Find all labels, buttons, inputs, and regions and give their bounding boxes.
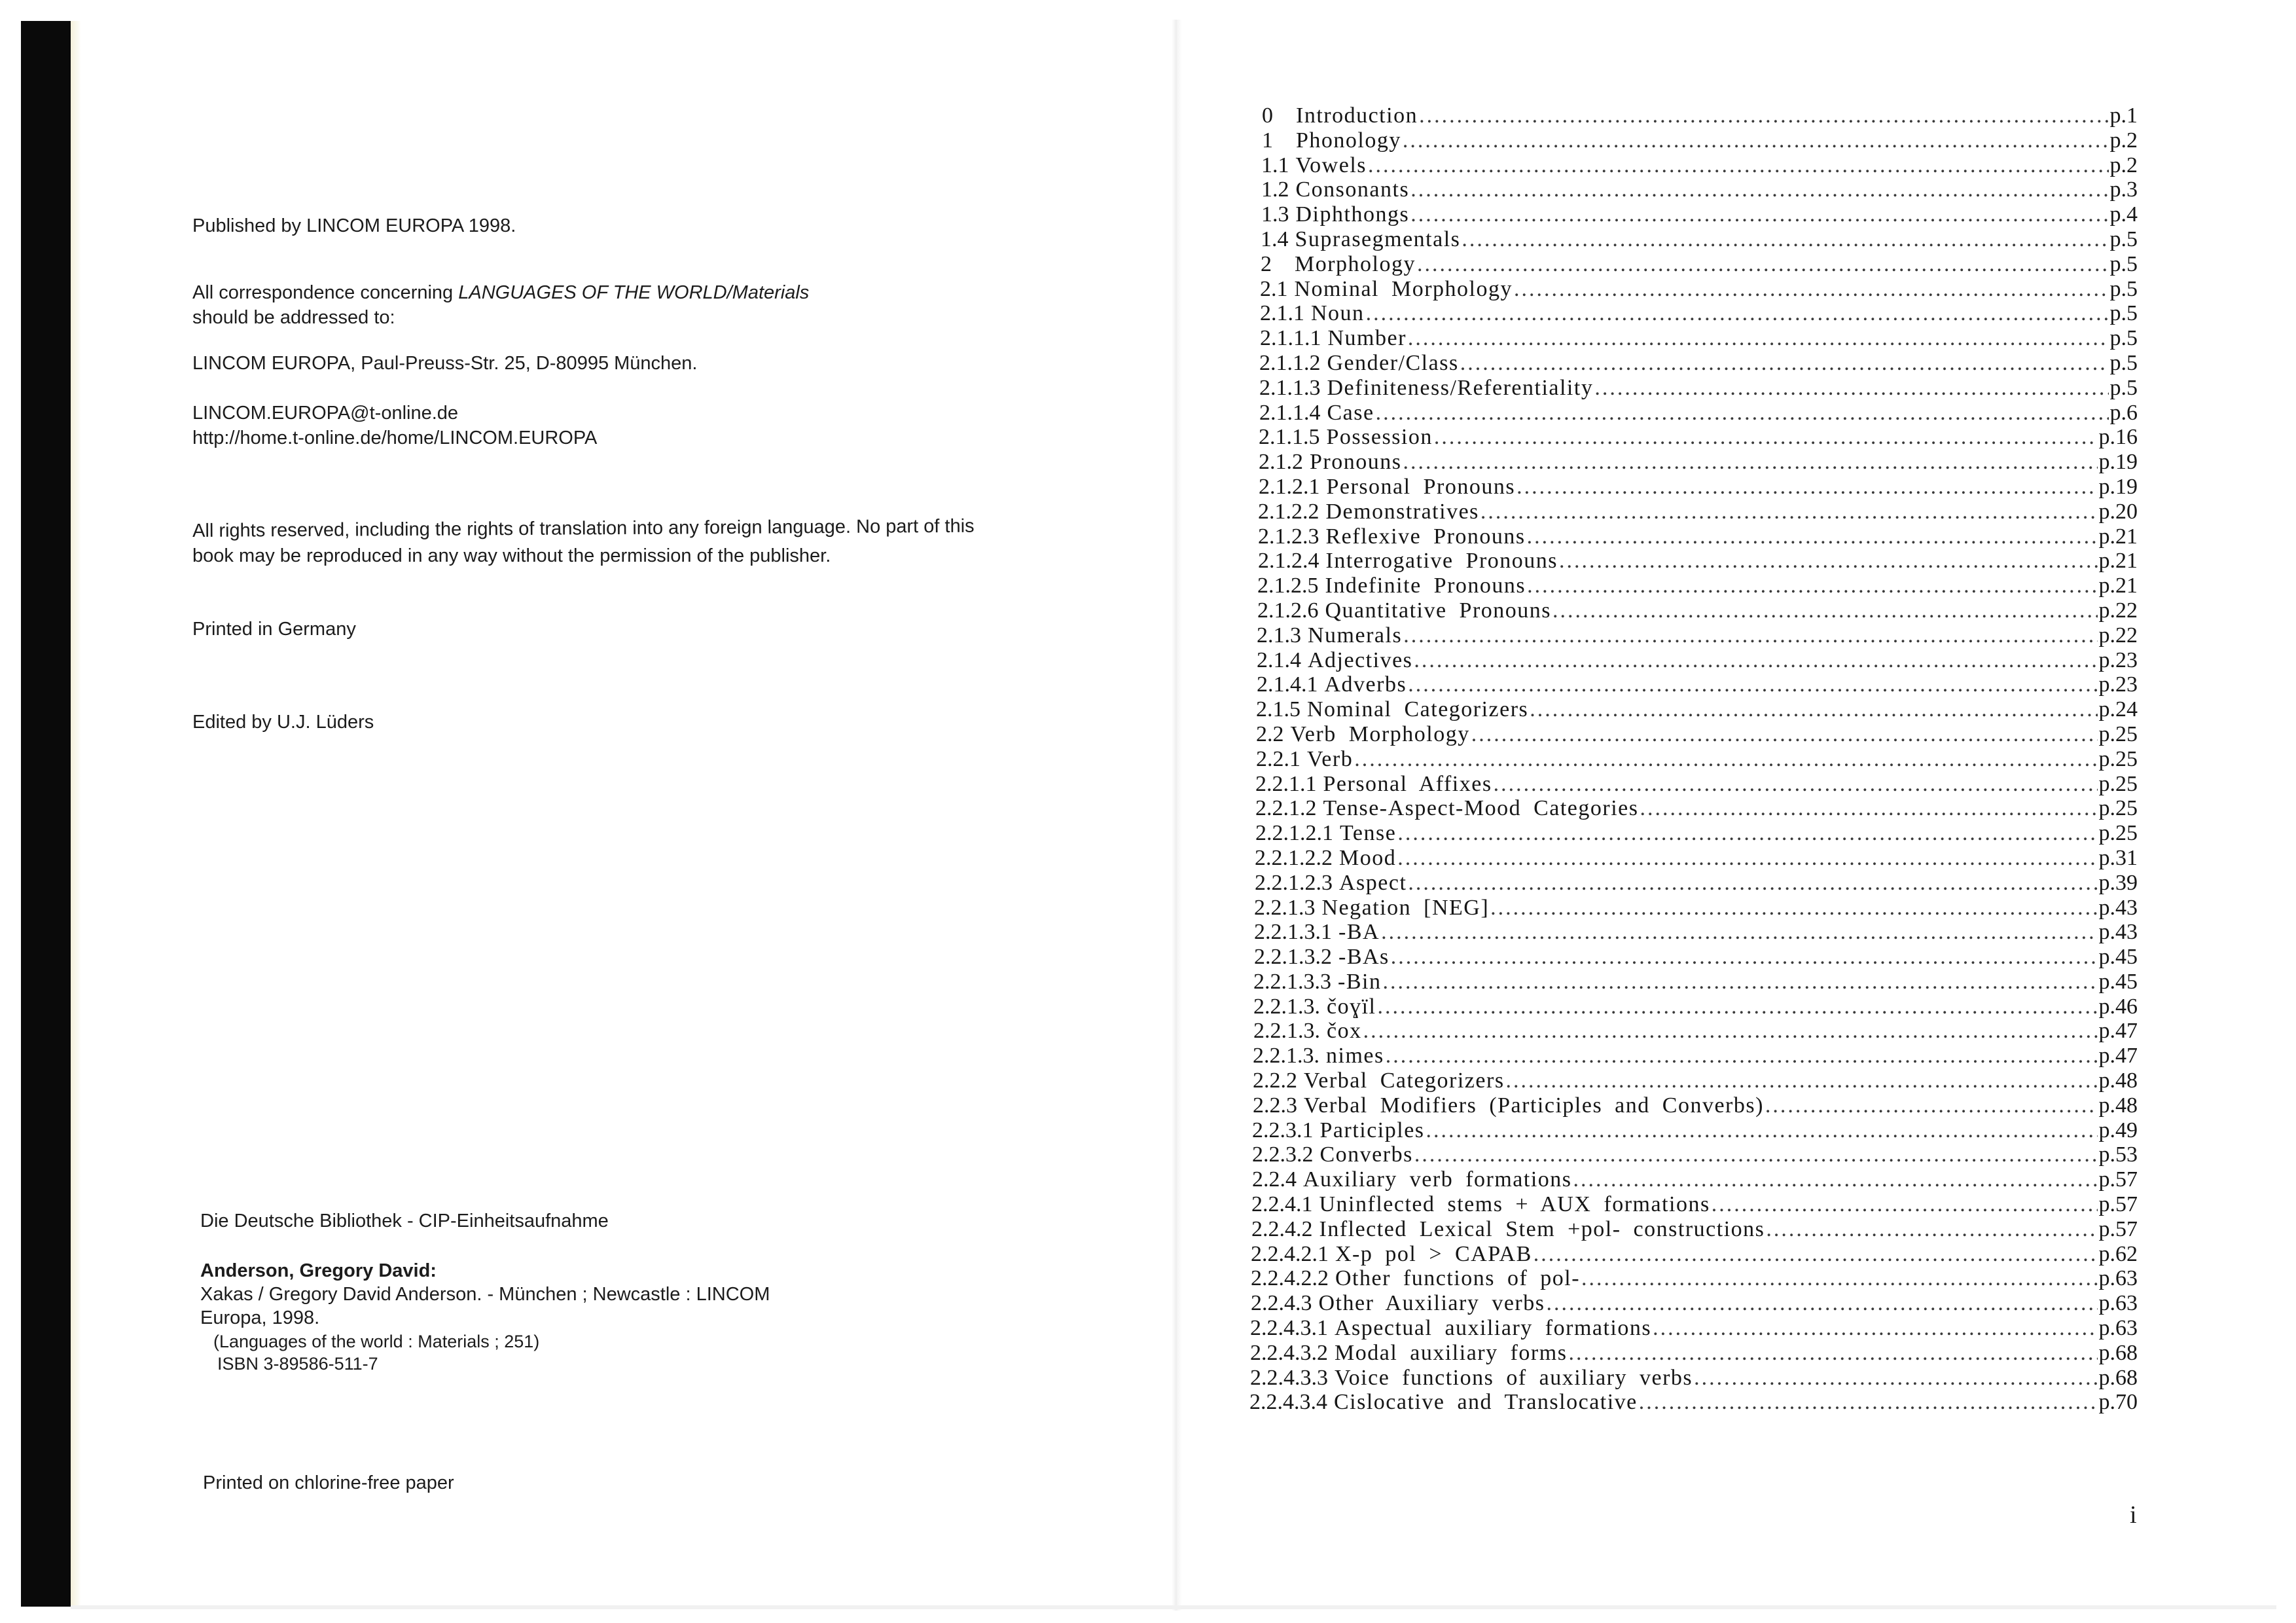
toc-entry-title: Indefinite Pronouns — [1325, 574, 1526, 598]
toc-entry-number: 1.1 — [1261, 153, 1289, 177]
correspondence-prefix: All correspondence concerning — [192, 282, 459, 303]
toc-entry-page: p.57 — [2098, 1192, 2138, 1217]
toc-dot-leader — [1712, 1192, 2098, 1217]
toc-dot-leader — [1408, 672, 2097, 697]
toc-entry — [1252, 1118, 2138, 1143]
toc-entry-page: p.25 — [2098, 771, 2138, 796]
toc-entry-number: 2.2.1.1 — [1255, 771, 1317, 796]
toc-entry-page: p.3 — [2109, 177, 2138, 202]
toc-entry-page: p.20 — [2098, 499, 2138, 524]
toc-entry-number: 2.2.1.3. — [1253, 1019, 1320, 1044]
toc-entry-title: Other Auxiliary verbs — [1318, 1291, 1545, 1316]
toc-dot-leader — [1397, 846, 2097, 871]
toc-entry — [1254, 896, 2138, 921]
toc-entry-page: p.5 — [2109, 251, 2138, 276]
toc-entry — [1262, 103, 2138, 128]
toc-entry — [1256, 697, 2138, 722]
toc-entry — [1250, 1366, 2138, 1391]
toc-entry — [1252, 1142, 2138, 1167]
rights-line-2: book may be reproduced in any way without the permission of the publisher. — [192, 545, 831, 566]
toc-entry — [1259, 401, 2138, 426]
toc-dot-leader — [1426, 1118, 2098, 1143]
toc-entry-title: Numerals — [1308, 623, 1403, 647]
rights-line-1: All rights reserved, including the rights of translation into any foreign language. No part of this — [192, 515, 975, 541]
cip-record-line-2: Europa, 1998. — [200, 1307, 320, 1328]
cip-record-line-1: Xakas / Gregory David Anderson. - München ; Newcastle : LINCOM — [200, 1284, 770, 1305]
toc-entry-title: -Bin — [1338, 969, 1382, 994]
toc-entry-number: 2.1.2 — [1259, 450, 1303, 475]
toc-dot-leader — [1419, 103, 2108, 128]
toc-entry-number: 2.2.4.3.4 — [1249, 1390, 1327, 1415]
toc-entry-number: 2.2.4.3.1 — [1250, 1316, 1328, 1341]
toc-entry — [1259, 376, 2138, 401]
toc-dot-leader — [1377, 994, 2097, 1019]
toc-dot-leader — [1408, 326, 2109, 351]
toc-entry-title: Cislocative and Translocative — [1334, 1390, 1638, 1415]
toc-entry-title: Number — [1327, 326, 1407, 351]
toc-entry — [1253, 1044, 2138, 1068]
toc-entry-page: p.5 — [2109, 227, 2138, 251]
toc-entry-title: Auxiliary verb formations — [1303, 1167, 1572, 1192]
toc-entry-page: p.45 — [2098, 969, 2138, 994]
toc-entry-title: Personal Affixes — [1323, 771, 1492, 796]
toc-entry — [1258, 549, 2138, 574]
toc-entry-title: Nominal Morphology — [1294, 276, 1513, 301]
toc-dot-leader — [1581, 1266, 2097, 1291]
toc-entry — [1261, 252, 2138, 277]
toc-entry-page: p.25 — [2098, 796, 2138, 821]
toc-entry-number: 1 — [1262, 128, 1273, 153]
toc-entry-page: p.43 — [2098, 920, 2138, 945]
toc-entry — [1257, 623, 2138, 648]
toc-entry-page: p.22 — [2098, 623, 2138, 647]
publisher-website: http://home.t-online.de/home/LINCOM.EUROPA — [192, 428, 598, 448]
toc-entry-title: Consonants — [1295, 177, 1410, 202]
toc-entry — [1250, 1316, 2138, 1341]
toc-entry-title: Nominal Categorizers — [1307, 697, 1529, 722]
toc-entry — [1261, 153, 2138, 178]
toc-entry — [1253, 1068, 2138, 1093]
toc-dot-leader — [1417, 252, 2109, 277]
toc-entry-page: p.62 — [2098, 1241, 2138, 1266]
toc-entry — [1253, 970, 2138, 994]
toc-entry-title: nimes — [1326, 1044, 1384, 1068]
toc-entry-title: Participles — [1319, 1118, 1425, 1142]
toc-entry — [1257, 648, 2138, 673]
toc-entry-number: 2.2.4.2.1 — [1251, 1241, 1329, 1266]
toc-dot-leader — [1552, 598, 2097, 623]
toc-entry-page: p.63 — [2098, 1266, 2138, 1291]
toc-dot-leader — [1460, 351, 2109, 376]
toc-entry — [1250, 1341, 2138, 1366]
toc-entry — [1255, 821, 2138, 846]
toc-entry-number: 2.2.2 — [1253, 1068, 1297, 1093]
toc-entry-number: 1.2 — [1261, 177, 1289, 202]
toc-entry-number: 2.1.1.3 — [1259, 375, 1321, 400]
toc-entry-title: čoɣïl — [1327, 994, 1376, 1019]
toc-entry-number: 2.1.2.5 — [1257, 574, 1319, 598]
toc-entry-page: p.5 — [2109, 326, 2138, 351]
publisher-address: LINCOM EUROPA, Paul-Preuss-Str. 25, D-80995 München. — [192, 353, 698, 374]
toc-dot-leader — [1471, 722, 2098, 747]
toc-entry — [1255, 871, 2138, 896]
toc-entry-page: p.21 — [2098, 524, 2138, 549]
toc-entry — [1260, 277, 2138, 302]
toc-entry-number: 2.2.1.3. — [1253, 994, 1320, 1019]
toc-dot-leader — [1530, 697, 2097, 722]
binding-strip — [21, 21, 71, 1607]
toc-dot-leader — [1382, 970, 2097, 994]
toc-entry-title: Modal auxiliary forms — [1335, 1340, 1568, 1365]
cip-author: Anderson, Gregory David: — [200, 1260, 437, 1281]
toc-entry-number: 2.1.5 — [1256, 697, 1300, 722]
toc-entry-number: 2.2.4.2.2 — [1251, 1266, 1329, 1291]
toc-dot-leader — [1354, 747, 2097, 772]
table-of-contents — [1249, 103, 2138, 1415]
cip-heading: Die Deutsche Bibliothek - CIP-Einheitsaufnahme — [200, 1211, 609, 1231]
toc-entry — [1259, 475, 2138, 500]
toc-entry-number: 2.2.1.2.1 — [1255, 821, 1333, 846]
toc-entry — [1251, 1192, 2138, 1217]
toc-entry-number: 2.1.2.1 — [1259, 474, 1320, 499]
toc-entry-page: p.1 — [2109, 103, 2138, 128]
toc-dot-leader — [1414, 1142, 2098, 1167]
toc-entry-page: p.19 — [2098, 474, 2138, 499]
toc-entry-title: Gender/Class — [1327, 350, 1459, 375]
toc-entry — [1255, 772, 2138, 797]
toc-dot-leader — [1414, 648, 2097, 673]
toc-entry-number: 2.2.1.3 — [1254, 895, 1316, 920]
toc-entry-title: Possession — [1326, 425, 1433, 450]
toc-entry-page: p.31 — [2098, 845, 2138, 870]
toc-entry-number: 2.1 — [1260, 276, 1288, 301]
toc-entry-title: Case — [1327, 400, 1374, 425]
toc-entry-number: 2.2.1.2.2 — [1255, 845, 1333, 870]
toc-entry-title: Verb — [1307, 746, 1354, 771]
toc-entry — [1259, 450, 2138, 475]
toc-entry-number: 2.1.1.2 — [1259, 350, 1321, 375]
toc-entry-title: Interrogative Pronouns — [1325, 549, 1558, 574]
toc-entry — [1254, 920, 2138, 945]
toc-entry — [1260, 326, 2138, 351]
toc-entry-page: p.19 — [2098, 450, 2138, 475]
toc-entry-number: 2.2.1 — [1256, 746, 1300, 771]
toc-entry-title: Verbal Categorizers — [1304, 1068, 1505, 1093]
toc-entry-page: p.47 — [2098, 1044, 2138, 1068]
toc-entry-number: 2.2.1.2 — [1255, 796, 1317, 821]
correspondence-note — [192, 280, 809, 305]
toc-entry-number: 2.2.1.3.2 — [1254, 945, 1332, 970]
toc-entry-page: p.23 — [2098, 647, 2138, 672]
toc-entry — [1256, 747, 2138, 772]
toc-entry-number: 2.2.3 — [1253, 1093, 1297, 1118]
toc-entry-title: Adjectives — [1308, 647, 1413, 672]
edited-by: Edited by U.J. Lüders — [192, 712, 374, 733]
toc-dot-leader — [1568, 1341, 2097, 1366]
toc-entry-title: Negation [NEG] — [1321, 895, 1490, 920]
toc-entry — [1254, 945, 2138, 970]
toc-entry — [1257, 574, 2138, 598]
toc-entry — [1251, 1291, 2138, 1316]
toc-entry-title: Vowels — [1295, 153, 1367, 177]
toc-entry-page: p.48 — [2098, 1093, 2138, 1118]
cip-isbn: ISBN 3-89586-511-7 — [217, 1354, 378, 1374]
toc-entry-page: p.25 — [2098, 721, 2138, 746]
page-gutter — [1172, 20, 1182, 1611]
toc-entry-page: p.25 — [2098, 821, 2138, 846]
toc-entry-page: p.5 — [2109, 276, 2138, 301]
page-bottom-edge — [71, 1605, 2276, 1609]
toc-dot-leader — [1694, 1366, 2097, 1391]
toc-entry-number: 1.3 — [1261, 202, 1289, 227]
toc-entry — [1261, 202, 2138, 227]
binding-edge — [71, 21, 81, 1607]
toc-entry-number: 2.1.2.3 — [1258, 524, 1319, 549]
toc-entry-title: Pronouns — [1310, 450, 1402, 475]
paper-note: Printed on chlorine-free paper — [203, 1472, 454, 1493]
toc-entry — [1262, 128, 2138, 153]
toc-entry-page: p.70 — [2098, 1390, 2138, 1415]
toc-dot-leader — [1462, 227, 2108, 252]
toc-entry-title: Tense — [1340, 821, 1397, 846]
toc-dot-leader — [1527, 524, 2098, 549]
toc-entry-number: 2.2.3.2 — [1252, 1142, 1314, 1167]
toc-entry-title: Other functions of pol- — [1335, 1266, 1581, 1291]
toc-entry — [1251, 1242, 2138, 1267]
toc-entry-page: p.68 — [2098, 1365, 2138, 1390]
toc-entry-title: Phonology — [1296, 128, 1401, 153]
cip-series: (Languages of the world : Materials ; 251) — [213, 1332, 540, 1351]
toc-entry-number: 2.2 — [1256, 721, 1284, 746]
toc-entry-page: p.43 — [2098, 895, 2138, 920]
toc-entry-number: 2.1.1 — [1260, 301, 1304, 326]
toc-entry-page: p.6 — [2109, 400, 2138, 425]
toc-dot-leader — [1408, 871, 2097, 896]
toc-dot-leader — [1368, 153, 2109, 178]
toc-entry-number: 2.2.4 — [1252, 1167, 1297, 1192]
toc-entry — [1255, 846, 2138, 871]
toc-dot-leader — [1506, 1068, 2098, 1093]
toc-entry-title: -BA — [1338, 920, 1380, 945]
toc-entry-page: p.2 — [2109, 128, 2138, 153]
toc-entry — [1258, 500, 2138, 524]
toc-entry-page: p.53 — [2098, 1142, 2138, 1167]
toc-dot-leader — [1410, 202, 2108, 227]
toc-entry-title: Diphthongs — [1295, 202, 1410, 227]
toc-dot-leader — [1639, 1390, 2098, 1415]
toc-entry-number: 2.2.4.1 — [1251, 1192, 1313, 1217]
toc-entry-title: Inflected Lexical Stem +pol- constructions — [1319, 1216, 1765, 1241]
toc-entry-title: Morphology — [1295, 251, 1416, 276]
toc-entry-title: Reflexive Pronouns — [1325, 524, 1526, 549]
toc-entry-title: Aspect — [1339, 870, 1407, 895]
toc-entry-title: Uninflected stems + AUX formations — [1319, 1192, 1710, 1217]
toc-entry — [1251, 1266, 2138, 1291]
toc-entry — [1251, 1217, 2138, 1242]
toc-entry — [1261, 177, 2138, 202]
toc-entry-page: p.49 — [2098, 1118, 2138, 1142]
toc-entry — [1255, 796, 2138, 821]
toc-entry-number: 2.1.2.2 — [1258, 499, 1319, 524]
toc-entry — [1253, 1019, 2138, 1044]
toc-entry-title: Verb Morphology — [1290, 721, 1470, 746]
toc-entry — [1253, 1093, 2138, 1118]
toc-entry-page: p.21 — [2098, 574, 2138, 598]
toc-dot-leader — [1766, 1217, 2097, 1242]
toc-entry-number: 2 — [1261, 251, 1272, 276]
toc-entry-title: Aspectual auxiliary formations — [1335, 1316, 1652, 1341]
toc-entry-page: p.5 — [2109, 301, 2138, 326]
toc-entry-page: p.63 — [2098, 1291, 2138, 1316]
toc-entry-title: Quantitative Pronouns — [1325, 598, 1552, 623]
toc-entry-number: 2.1.4.1 — [1257, 672, 1318, 697]
toc-dot-leader — [1527, 574, 2097, 598]
toc-dot-leader — [1397, 821, 2097, 846]
toc-entry-page: p.45 — [2098, 945, 2138, 970]
toc-entry-title: Verbal Modifiers (Participles and Converbs) — [1304, 1093, 1764, 1118]
toc-dot-leader — [1765, 1093, 2098, 1118]
toc-entry — [1259, 351, 2138, 376]
toc-entry-page: p.25 — [2098, 746, 2138, 771]
toc-entry-number: 2.2.1.3.3 — [1253, 969, 1331, 994]
toc-entry-title: Converbs — [1319, 1142, 1413, 1167]
toc-dot-leader — [1534, 1242, 2098, 1267]
toc-dot-leader — [1640, 796, 2098, 821]
toc-dot-leader — [1480, 500, 2098, 524]
toc-entry-number: 2.2.1.3.1 — [1254, 920, 1332, 945]
toc-dot-leader — [1559, 549, 2097, 574]
toc-dot-leader — [1516, 475, 2097, 500]
toc-dot-leader — [1366, 301, 2109, 326]
toc-entry-title: Definiteness/Referentiality — [1327, 375, 1594, 400]
toc-entry — [1256, 722, 2138, 747]
toc-entry-number: 2.2.1.3. — [1253, 1044, 1319, 1068]
toc-dot-leader — [1391, 945, 2098, 970]
toc-entry-page: p.57 — [2098, 1167, 2138, 1192]
toc-dot-leader — [1403, 128, 2109, 153]
toc-entry-title: Voice functions of auxiliary verbs — [1335, 1365, 1693, 1390]
toc-entry-page: p.16 — [2098, 425, 2138, 450]
toc-entry-number: 2.2.4.2 — [1251, 1216, 1313, 1241]
toc-entry-title: Adverbs — [1324, 672, 1407, 697]
toc-dot-leader — [1376, 401, 2109, 426]
page-number: i — [2130, 1501, 2137, 1529]
toc-entry-title: Mood — [1339, 845, 1397, 870]
series-title: LANGUAGES OF THE WORLD/Materials — [458, 282, 810, 303]
toc-dot-leader — [1514, 277, 2109, 302]
toc-dot-leader — [1363, 1019, 2098, 1044]
toc-entry-page: p.5 — [2109, 350, 2138, 375]
toc-entry-page: p.57 — [2098, 1216, 2138, 1241]
toc-entry-number: 2.1.3 — [1257, 623, 1301, 647]
toc-entry-page: p.21 — [2098, 549, 2138, 574]
toc-entry-number: 2.1.2.4 — [1258, 549, 1319, 574]
published-line: Published by LINCOM EUROPA 1998. — [192, 215, 516, 236]
publisher-email: LINCOM.EUROPA@t-online.de — [192, 403, 459, 424]
toc-entry-page: p.24 — [2098, 697, 2138, 722]
correspondence-line-2: should be addressed to: — [192, 307, 395, 328]
toc-entry-number: 2.2.1.2.3 — [1255, 870, 1333, 895]
toc-dot-leader — [1403, 623, 2097, 648]
toc-entry-number: 2.1.1.5 — [1259, 425, 1320, 450]
toc-dot-leader — [1490, 896, 2097, 921]
toc-entry-number: 2.2.3.1 — [1252, 1118, 1314, 1142]
toc-dot-leader — [1381, 920, 2097, 945]
toc-dot-leader — [1594, 376, 2108, 401]
toc-entry-number: 2.1.1.1 — [1260, 326, 1321, 351]
toc-entry — [1257, 672, 2138, 697]
toc-entry-page: p.63 — [2098, 1316, 2138, 1341]
printed-in: Printed in Germany — [192, 619, 356, 640]
toc-entry — [1252, 1167, 2138, 1192]
toc-entry-page: p.5 — [2109, 375, 2138, 400]
toc-entry-title: Tense-Aspect-Mood Categories — [1323, 796, 1639, 821]
toc-entry-number: 0 — [1262, 103, 1273, 128]
toc-entry-title: Introduction — [1296, 103, 1418, 128]
toc-entry — [1257, 598, 2138, 623]
toc-entry-page: p.2 — [2109, 153, 2138, 177]
toc-entry-number: 2.1.2.6 — [1257, 598, 1319, 623]
toc-entry-page: p.48 — [2098, 1068, 2138, 1093]
toc-entry-page: p.68 — [2098, 1340, 2138, 1365]
toc-entry — [1260, 301, 2138, 326]
toc-entry-page: p.39 — [2098, 870, 2138, 895]
toc-entry-title: Noun — [1311, 301, 1365, 326]
toc-entry — [1258, 524, 2138, 549]
toc-entry-number: 2.1.1.4 — [1259, 400, 1321, 425]
toc-entry-title: Demonstratives — [1325, 499, 1479, 524]
toc-dot-leader — [1547, 1291, 2098, 1316]
toc-entry-page: p.47 — [2098, 1019, 2138, 1044]
toc-dot-leader — [1494, 772, 2098, 797]
toc-entry-page: p.4 — [2109, 202, 2138, 227]
toc-dot-leader — [1410, 177, 2108, 202]
toc-entry-title: -BAs — [1338, 945, 1390, 970]
toc-entry — [1253, 994, 2138, 1019]
toc-entry-number: 2.2.4.3.2 — [1250, 1340, 1328, 1365]
toc-entry-title: Suprasegmentals — [1295, 227, 1461, 251]
toc-entry-title: čox — [1327, 1019, 1362, 1044]
toc-entry-number: 2.2.4.3 — [1251, 1291, 1312, 1316]
toc-entry-page: p.23 — [2098, 672, 2138, 697]
toc-dot-leader — [1403, 450, 2097, 475]
toc-dot-leader — [1653, 1316, 2097, 1341]
toc-entry-number: 1.4 — [1261, 227, 1289, 251]
toc-dot-leader — [1386, 1044, 2098, 1068]
toc-entry-title: X-p pol > CAPAB — [1335, 1241, 1532, 1266]
toc-entry-page: p.46 — [2098, 994, 2138, 1019]
toc-dot-leader — [1573, 1167, 2098, 1192]
toc-entry-number: 2.2.4.3.3 — [1250, 1365, 1328, 1390]
toc-entry-number: 2.1.4 — [1257, 647, 1301, 672]
toc-entry-title: Personal Pronouns — [1326, 474, 1516, 499]
toc-entry-page: p.22 — [2098, 598, 2138, 623]
toc-entry — [1259, 425, 2138, 450]
toc-entry — [1249, 1390, 2138, 1415]
toc-entry — [1261, 227, 2138, 252]
toc-dot-leader — [1434, 425, 2098, 450]
